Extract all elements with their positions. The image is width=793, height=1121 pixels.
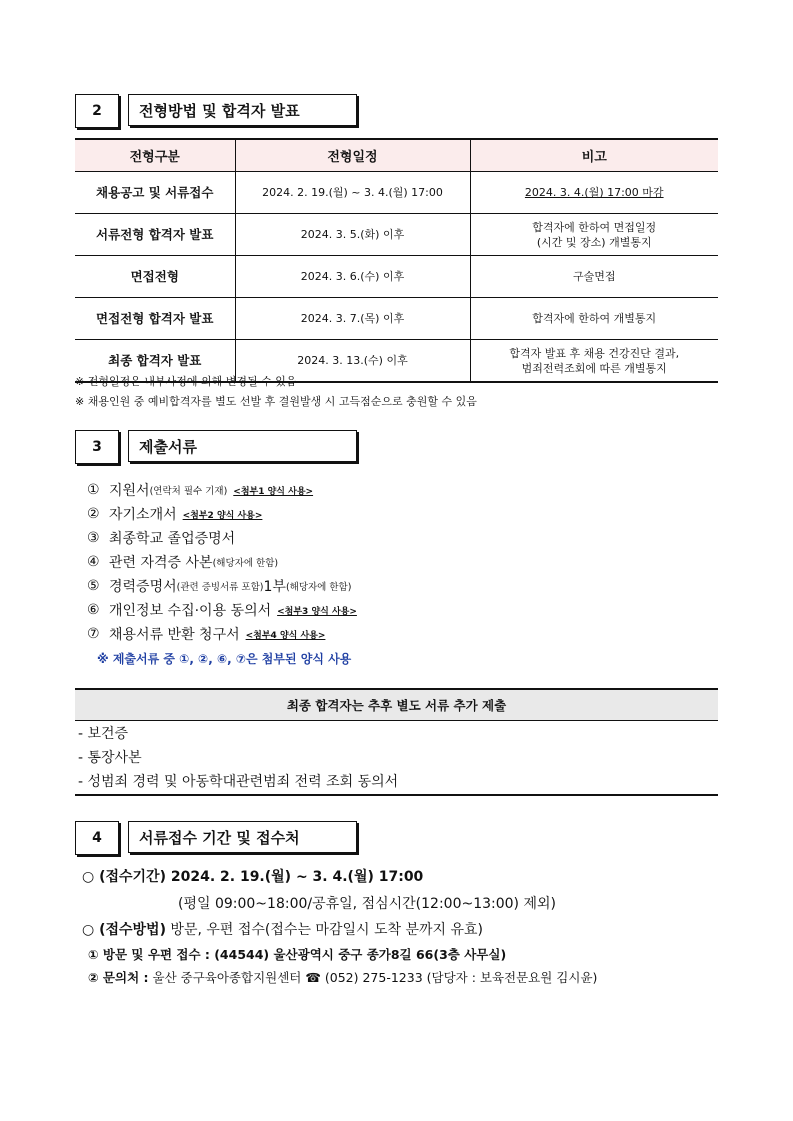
highlight-note: ※ 제출서류 중 ①, ②, ⑥, ⑦은 첨부된 양식 사용 (97, 651, 352, 666)
category-cell: 면접전형 (75, 256, 235, 298)
item-text: 채용서류 반환 청구서 (109, 627, 240, 643)
final-docs-title: 최종 합격자는 추후 별도 서류 추가 제출 (75, 688, 718, 721)
form-tag: <첨부2 양식 사용> (182, 510, 263, 521)
column-header: 전형일정 (235, 139, 470, 172)
item-number: ③ (87, 530, 100, 546)
item-number: ④ (87, 554, 100, 570)
list-item: - 통장사본 (78, 750, 142, 766)
table-row (75, 298, 718, 340)
document-list (87, 478, 357, 670)
date-cell: 2024. 3. 6.(수) 이후 (235, 256, 470, 298)
item-count: 1부 (263, 579, 286, 595)
list-item (87, 550, 357, 574)
list-item (87, 598, 357, 622)
section-title: 서류접수 기간 및 접수처 (128, 821, 357, 853)
application-method (82, 919, 483, 939)
item-text: 지원서 (109, 483, 150, 499)
section-title: 전형방법 및 합격자 발표 (128, 94, 357, 126)
item-note: (해당자에 한함) (285, 582, 352, 593)
item-text: 관련 자격증 사본 (109, 555, 213, 571)
note-cell (470, 214, 718, 256)
item-number: ⑦ (87, 626, 100, 642)
note-cell: 구술면접 (470, 256, 718, 298)
address-line (88, 945, 506, 963)
highlight-note-row (87, 646, 357, 670)
schedule-note: ※ 채용인원 중 예비합격자를 별도 선발 후 결원발생 시 고득점순으로 충원할 수 있음 (75, 395, 477, 408)
form-tag: <첨부1 양식 사용> (233, 486, 314, 497)
item-text: 개인정보 수집·이용 동의서 (109, 603, 272, 619)
item-text: 자기소개서 (109, 507, 177, 523)
section-number: 2 (75, 94, 119, 128)
item-text: 최종학교 졸업증명서 (109, 531, 236, 547)
category-cell: 최종 합격자 발표 (75, 340, 235, 383)
item-number: ⑤ (87, 578, 100, 594)
table-header-row (75, 139, 718, 172)
schedule-table (75, 138, 718, 383)
list-item (87, 502, 357, 526)
item-number: ② (87, 506, 100, 522)
note-line: 합격자에 한하여 면접일정 (532, 220, 657, 234)
contact-line (88, 968, 597, 986)
item-note: (관련 증빙서류 포함) (176, 582, 264, 593)
table-row (75, 214, 718, 256)
list-item (87, 574, 357, 598)
table-row (75, 256, 718, 298)
date-cell: 2024. 3. 13.(수) 이후 (235, 340, 470, 383)
column-header: 전형구분 (75, 139, 235, 172)
list-item: - 성범죄 경력 및 아동학대관련범죄 전력 조회 동의서 (78, 774, 399, 790)
note-line: 범죄전력조회에 따른 개별통지 (521, 361, 667, 375)
method-label: ○ (접수방법) (82, 922, 166, 938)
section-number: 4 (75, 821, 119, 855)
schedule-note: ※ 전형일정은 내부사정에 의해 변경될 수 있음 (75, 375, 297, 388)
date-cell: 2024. 2. 19.(월) ~ 3. 4.(월) 17:00 (235, 172, 470, 214)
form-tag: <첨부3 양식 사용> (277, 606, 357, 617)
final-docs-list (78, 722, 398, 794)
method-text: 방문, 우편 접수(접수는 마감일시 도착 분까지 유효) (165, 922, 483, 938)
deadline-text: 2024. 3. 4.(월) 17:00 마감 (524, 186, 664, 199)
note-line: 합격자 발표 후 채용 건강진단 결과, (509, 346, 680, 360)
category-cell: 채용공고 및 서류접수 (75, 172, 235, 214)
address-label: ① 방문 및 우편 접수 : (44544) 울산광역시 중구 종가8길 66(3층 사무실) (88, 947, 507, 962)
section-4-header (75, 821, 361, 855)
column-header: 비고 (470, 139, 718, 172)
category-cell: 서류전형 합격자 발표 (75, 214, 235, 256)
section-2-header (75, 94, 361, 128)
note-cell: 합격자에 한하여 개별통지 (470, 298, 718, 340)
application-period (82, 866, 423, 886)
item-note: (해당자에 한함) (212, 558, 279, 569)
note-cell (470, 172, 718, 214)
list-item: - 보건증 (78, 726, 129, 742)
date-cell: 2024. 3. 5.(화) 이후 (235, 214, 470, 256)
date-cell: 2024. 3. 7.(목) 이후 (235, 298, 470, 340)
divider (75, 794, 718, 796)
note-line: (시간 및 장소) 개별통지 (536, 235, 652, 249)
period-label: ○ (접수기간) 2024. 2. 19.(월) ~ 3. 4.(월) 17:00 (82, 869, 424, 885)
item-number: ⑥ (87, 602, 100, 618)
list-item (87, 526, 357, 550)
item-number: ① (87, 482, 100, 498)
contact-label: ② 문의처 : (88, 970, 149, 985)
list-item (87, 478, 357, 502)
category-cell: 면접전형 합격자 발표 (75, 298, 235, 340)
contact-text: 울산 중구육아종합지원센터 ☎ (052) 275-1233 (담당자 : 보육전문요원 김시윤) (148, 970, 598, 985)
section-3-header (75, 430, 361, 464)
form-tag: <첨부4 양식 사용> (245, 630, 326, 641)
period-detail: (평일 09:00~18:00/공휴일, 점심시간(12:00~13:00) 제외) (178, 896, 556, 912)
table-row (75, 172, 718, 214)
section-number: 3 (75, 430, 119, 464)
item-text: 경력증명서 (109, 579, 177, 595)
item-note: (연락처 필수 기재) (149, 486, 228, 497)
section-title: 제출서류 (128, 430, 357, 462)
note-cell (470, 340, 718, 383)
list-item (87, 622, 357, 646)
